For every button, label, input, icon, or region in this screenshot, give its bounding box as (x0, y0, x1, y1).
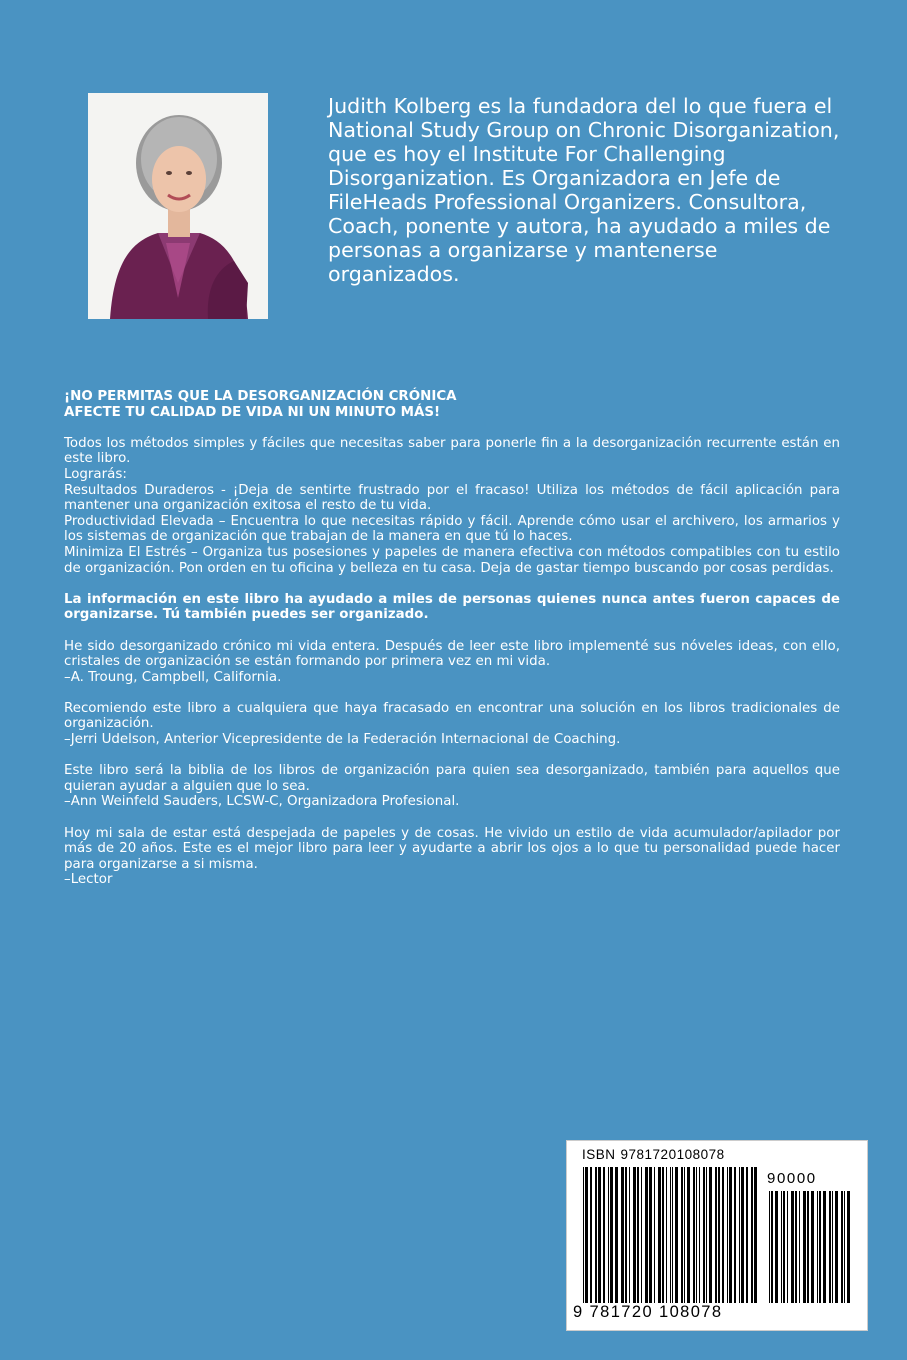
barcode-bar (629, 1167, 630, 1303)
barcode-bar (817, 1191, 818, 1303)
barcode-bar (841, 1191, 843, 1303)
barcode-bar (832, 1191, 833, 1303)
isbn-label: ISBN (582, 1147, 616, 1162)
testimonial-quote: Hoy mi sala de estar está despejada de papeles y de cosas. He vivido un estilo de vida acumulador/apilador por más de 20 años. Este es el mejor libro para leer y ayudarte a abrir los ojos a lo que tu personalidad puede hacer para organizarse a si misma. (64, 825, 840, 872)
testimonial-attribution: –Ann Weinfeld Sauders, LCSW-C, Organizadora Profesional. (64, 794, 460, 810)
logras-label: Lograrás: (64, 466, 127, 482)
barcode-bar (645, 1167, 648, 1303)
barcode-bar (729, 1167, 732, 1303)
barcode-bar (795, 1191, 797, 1303)
highlight-statement: La información en este libro ha ayudado a miles de personas quienes nunca antes fueron capaces de organizarse. Tú también puedes ser organizado. (64, 591, 840, 623)
barcode-bar (687, 1167, 690, 1303)
testimonial (64, 763, 840, 810)
barcode-bar (819, 1191, 821, 1303)
testimonial (64, 639, 840, 686)
barcode-bar (835, 1191, 838, 1303)
author-bio: Judith Kolberg es la fundadora del lo que fuera el National Study Group on Chronic Disorganization, que es hoy el Institute For Challenging Disorganization. Es Organizadora en Jefe de FileHeads Professional Organizers. Consultora, Coach, ponente y autora, ha ayudado a miles de personas a organizarse y mantenerse organizados. (328, 94, 840, 286)
barcode-bar (703, 1167, 705, 1303)
barcode-bar (662, 1167, 664, 1303)
addon-barcode (767, 1191, 852, 1303)
barcode-bar (625, 1167, 627, 1303)
barcode-bar (803, 1191, 806, 1303)
barcode-bar (595, 1167, 597, 1303)
barcode-bar (654, 1167, 655, 1303)
barcode-bar (670, 1167, 671, 1303)
barcode-bar (791, 1191, 794, 1303)
barcode-box (566, 1140, 868, 1331)
barcode-bar (684, 1167, 685, 1303)
headline-line-2: AFECTE TU CALIDAD DE VIDA NI UN MINUTO MÁS! (64, 404, 441, 420)
barcode-bar (658, 1167, 661, 1303)
barcode-bar (754, 1167, 757, 1303)
testimonial (64, 826, 840, 888)
barcode-digits: 9 781720 108078 (573, 1303, 723, 1321)
back-cover-text (64, 389, 840, 904)
benefit-item: Resultados Duraderos - ¡Deja de sentirte frustrado por el fracaso! Utiliza los métodos de fácil aplicación para mantener una organización exitosa el resto de tu vida. (64, 482, 840, 514)
testimonial-attribution: –Jerri Udelson, Anterior Vicepresidente de la Federación Internacional de Coaching. (64, 732, 621, 748)
barcode-bar (718, 1167, 720, 1303)
barcode-bar (746, 1167, 748, 1303)
barcode-bar (603, 1167, 605, 1303)
addon-number: 90000 (767, 1170, 817, 1187)
barcode-bar (649, 1167, 652, 1303)
benefit-item: Productividad Elevada – Encuentra lo que necesitas rápido y fácil. Aprende cómo usar el archivero, los armarios y los sistemas de organización que trabajan de la manera en que tú lo haces. (64, 513, 840, 545)
barcode-bar (706, 1167, 707, 1303)
intro-block (64, 436, 840, 576)
barcode-bar (681, 1167, 683, 1303)
headline (64, 389, 840, 420)
barcode-bar (696, 1167, 697, 1303)
testimonial-quote: He sido desorganizado crónico mi vida entera. Después de leer este libro implementé sus nóveles ideas, con ello, cristales de organización se están formando por primera vez en mi vida. (64, 638, 840, 670)
barcode-bar (811, 1191, 814, 1303)
isbn-number: 9781720108078 (620, 1147, 725, 1162)
barcode-bar (610, 1167, 613, 1303)
barcode-bar (608, 1167, 609, 1303)
barcode-bar (693, 1167, 695, 1303)
barcode-bar (734, 1167, 736, 1303)
barcode-bar (615, 1167, 618, 1303)
barcode-bar (799, 1191, 800, 1303)
barcode-bar (672, 1167, 673, 1303)
testimonial-attribution: –Lector (64, 872, 113, 888)
barcode-bar (590, 1167, 592, 1303)
barcode-bar (769, 1191, 770, 1303)
author-photo (88, 93, 268, 319)
barcode-bar (722, 1167, 724, 1303)
barcode-bar (699, 1167, 700, 1303)
barcode-bar (829, 1191, 831, 1303)
barcode-bar (641, 1167, 642, 1303)
barcode-bar (807, 1191, 809, 1303)
barcode-bar (844, 1191, 845, 1303)
barcode-bar (585, 1167, 588, 1303)
testimonial (64, 701, 840, 748)
barcode-bar (709, 1167, 712, 1303)
ean13-barcode (581, 1167, 759, 1303)
barcode-bar (771, 1191, 773, 1303)
barcode-bar (675, 1167, 678, 1303)
barcode-bar (741, 1167, 744, 1303)
author-portrait-image (88, 93, 268, 319)
barcode-bar (666, 1167, 667, 1303)
barcode-bar (715, 1167, 717, 1303)
headline-line-1: ¡NO PERMITAS QUE LA DESORGANIZACIÓN CRÓNICA (64, 389, 457, 404)
barcode-bar (847, 1191, 850, 1303)
barcode-bar (781, 1191, 782, 1303)
testimonial-attribution: –A. Troung, Campbell, California. (64, 669, 282, 685)
isbn-text (582, 1147, 725, 1162)
benefit-item: Minimiza El Estrés – Organiza tus posesiones y papeles de manera efectiva con métodos compatibles con tu estilo de organización. Pon orden en tu oficina y belleza en tu casa. Deja de gastar tiempo buscando por cosas perdidas. (64, 544, 840, 576)
barcode-bar (787, 1191, 788, 1303)
barcode-bar (583, 1167, 584, 1303)
barcode-bar (751, 1167, 753, 1303)
barcode-bar (727, 1167, 728, 1303)
barcode-bar (823, 1191, 826, 1303)
testimonial-quote: Recomiendo este libro a cualquiera que haya fracasado en encontrar una solución en los libros tradicionales de organización. (64, 700, 840, 732)
barcode-bar (783, 1191, 785, 1303)
barcode-bar (598, 1167, 601, 1303)
barcode-bar (621, 1167, 624, 1303)
barcode-bar (633, 1167, 636, 1303)
barcode-bar (637, 1167, 639, 1303)
intro-text: Todos los métodos simples y fáciles que necesitas saber para ponerle fin a la desorganización recurrente están en este libro. (64, 435, 840, 467)
barcode-bar (739, 1167, 740, 1303)
testimonial-quote: Este libro será la biblia de los libros de organización para quien sea desorganizado, también para aquellos que quieran ayudar a alguien que lo sea. (64, 763, 840, 794)
barcode-bar (775, 1191, 778, 1303)
